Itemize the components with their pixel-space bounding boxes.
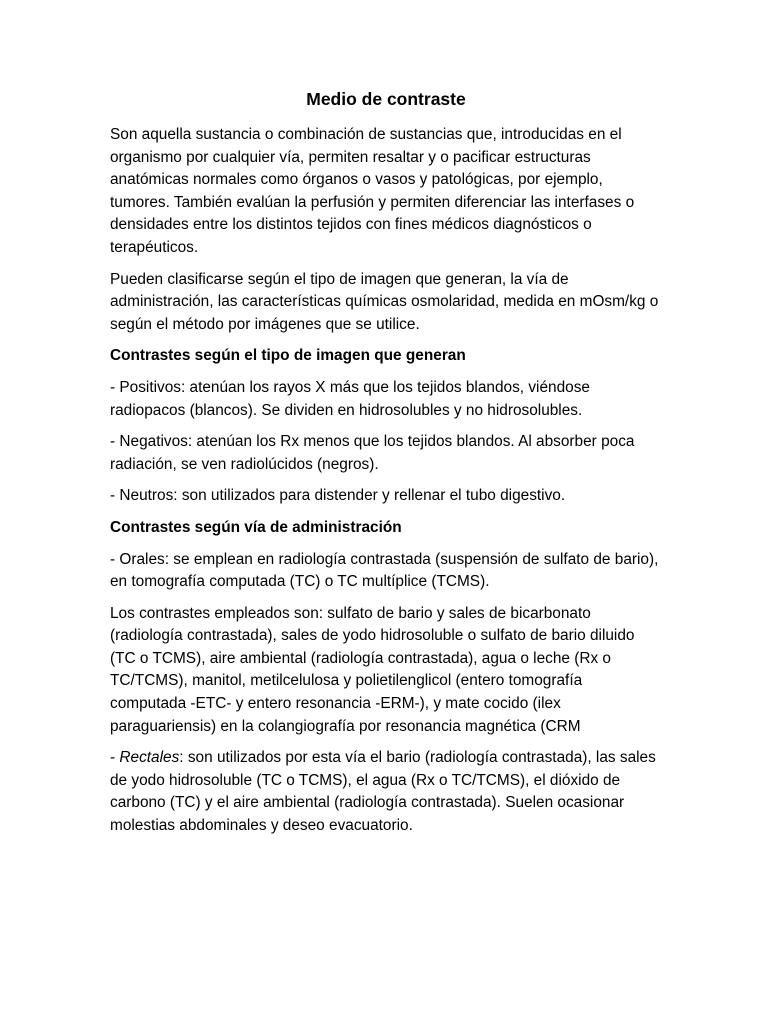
intro-paragraph-2: Pueden clasificarse según el tipo de imagen que generan, la vía de administración, las características químicas osmolaridad, medida en mOsm/kg o según el método por imágenes que se utilice. [110,270,659,333]
paragraph-neutros: - Neutros: son utilizados para distender y rellenar el tubo digestivo. [110,487,566,505]
document-title: Medio de contraste [306,89,466,109]
section-heading-administration: Contrastes según vía de administración [110,518,402,536]
paragraph-negativos: - Negativos: atenúan los Rx menos que los tejidos blandos. Al absorber poca radiación, se ven radiolúcidos (negros). [110,433,635,473]
paragraph-orales: - Orales: se emplean en radiología contrastada (suspensión de sulfato de bario), en tomografía computada (TC) o TC multíplice (TCMS). [110,550,659,591]
section-heading-image-type: Contrastes según el tipo de imagen que generan [110,347,466,365]
rectales-label: Rectales [119,749,180,767]
intro-paragraph-1: Son aquella sustancia o combinación de sustancias que, introducidas en el organismo por cualquier vía, permiten resaltar y o pacificar estructuras anatómicas normales como órganos o vasos y patológicas, por ejemplo, tumores. También evalúan la perfusión y permiten diferenciar las interfases o densidades entre los distintos tejidos con fines médicos diagnósticos o terapéuticos. [110,126,635,256]
rectales-prefix: - [110,749,120,767]
document-page [110,88,662,847]
paragraph-rectales [110,747,662,837]
paragraph-positivos: - Positivos: atenúan los rayos X más que los tejidos blandos, viéndose radiopacos (blancos). Se dividen en hidrosolubles y no hidrosolubles. [110,378,590,419]
rectales-text: : son utilizados por esta vía el bario (radiología contrastada), las sales de yodo hidrosoluble (TC o TCMS), el agua (Rx o TC/TCMS), el dióxido de carbono (TC) y el aire ambiental (radiología contrastada). Suelen ocasionar molestias abdominales y deseo evacuatorio. [110,749,656,835]
paragraph-empleados: Los contrastes empleados son: sulfato de bario y sales de bicarbonato (radiología contrastada), sales de yodo hidrosoluble o sulfato de bario diluido (TC o TCMS), aire ambiental (radiología contrastada), agua o leche (Rx o TC/TCMS), manitol, metilcelulosa y polietilenglicol (entero tomografía computada -ETC- y entero resonancia -ERM-), y mate cocido (ilex paraguariensis) en la colangiografía por resonancia magnética (CRM [110,604,635,735]
